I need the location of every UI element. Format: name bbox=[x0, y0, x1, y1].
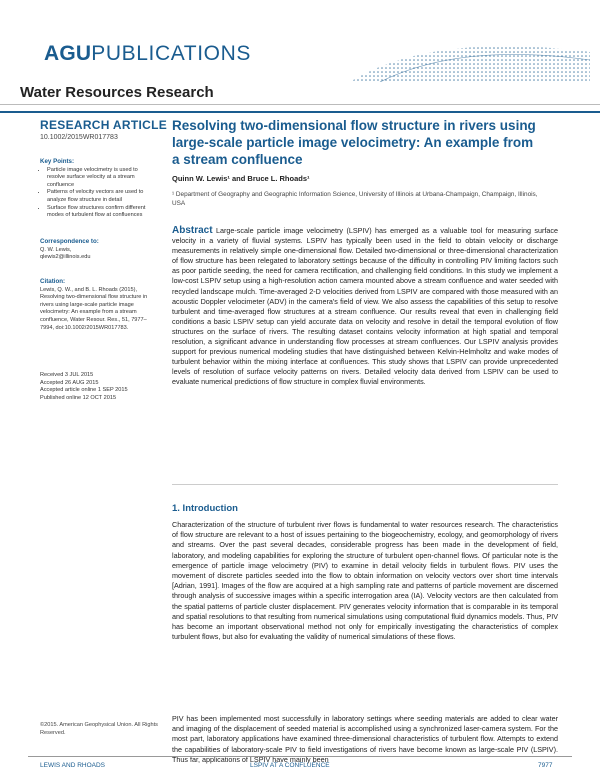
key-points-heading: Key Points: bbox=[40, 158, 75, 165]
authors: Quinn W. Lewis¹ and Bruce L. Rhoads¹ bbox=[172, 174, 310, 183]
correspondence-email[interactable]: qlewis2@illinois.edu bbox=[40, 254, 91, 261]
abstract-label: Abstract bbox=[172, 225, 213, 236]
paragraph: Characterization of the structure of turbulent river flows is fundamental to water resources research. The characteristics of flow structure are relevant to a host of issues pertaining to the biogeochemistry, ecology, and geomorphology of rivers and streams. Over the past several decades, considerable progress has been made in the development of field, laboratory, and modeling capabilities for exploring the structure of turbulent open-channel flows. Of particular note is the emergence of particle image velocimetry (PIV) to examine in detail velocity fields in turbulent flows. PIV uses the movement of discrete particles seeded into the flow to obtain information on velocity vectors over short time intervals [Adrian, 1991]. Images of the flow are acquired at a high sampling rate and patterns of particle movement are discerned through analysis of successive images within a specific interrogation area (IA). Velocity vectors are then calculated from the spatial patterns of particle cluster displacement. PIV generates velocity information that is comparable in its temporal and spatial resolutions to that resulting from numerical simulations using computational fluid dynamics models. Thus, PIV has become an important observational method not only for empirically investigating the characteristics of complex turbulent flows, but also for evaluating the validity of numerical simulations of these flows. bbox=[172, 520, 558, 642]
footer-divider bbox=[28, 756, 572, 757]
logo-publications: PUBLICATIONS bbox=[91, 42, 251, 65]
page-number: 7977 bbox=[538, 762, 553, 769]
footer-authors: LEWIS AND RHOADS bbox=[40, 762, 106, 769]
key-point: • Patterns of velocity vectors are used to analyze flow structure in detail bbox=[47, 189, 152, 204]
citation bbox=[40, 278, 152, 332]
dates bbox=[40, 372, 152, 402]
paragraph: PIV has been implemented most successfully in laboratory settings where seeding materials are added to clear water and imaging of the displacement of seeded material is accomplished using a synchronized laser-camera system. For the most part, laboratory applications have examined three-dimensional characteristics of turbulent flow. Attempts to extend the capabilities of laboratory-scale PIV to field investigations of rivers have become known as large-scale PIV (LSPIV). Thus far, applications of LSPIV have mainly been bbox=[172, 714, 558, 764]
agu-publications-logo bbox=[44, 42, 251, 66]
article-doi: 10.1002/2015WR017783 bbox=[40, 134, 118, 141]
date-received: Received 3 JUL 2015 bbox=[40, 372, 94, 378]
date-accepted: Accepted 26 AUG 2015 bbox=[40, 379, 99, 386]
divider bbox=[0, 104, 600, 105]
date-online: Accepted article online 1 SEP 2015 bbox=[40, 387, 128, 394]
divider bbox=[172, 484, 558, 485]
section-heading: 1. Introduction bbox=[172, 503, 238, 514]
abstract-text: Large-scale particle image velocimetry (LSPIV) has emerged as a valuable tool for measuring surface velocity in a variety of fluvial systems. LSPIV has typically been used in the field to obtain velocity or discharge measurements in relatively simple one-dimensional flow. Detailed two-dimensional or three-dimensional characterization of flow structure has been relegated to laboratory settings because of the difficulty in controlling PIV limiting factors such as poor particle seeding, the need for camera rectification, and challenging field conditions. In this study we implement a low-cost LSPIV setup using a high-resolution action camera mounted above a stream confluence and water seeded with recycled landscape mulch. Time-averaged 2-D velocities derived from LSPIV are compared with those measured with an acoustic Doppler velocimeter (ADV) in the camera's field of view. We also assess the capabilities of this setup to resolve turbulent and time-averaged flow structures at a stream confluence. Our results reveal that even in challenging field conditions a basic LSPIV setup can yield accurate data on velocity and resolve in detail the temporal evolution of flow structures on the surface of rivers. The resulting dataset contains velocity information at high spatial and temporal resolution, a significant advance in understanding flow processes at stream confluences. Our LSPIV analysis provides support for previous numerical modeling studies that have distinguished between Kelvin-Helmholtz and wake modes of turbulent behavior within the mixing interface at confluences. This study shows that LSPIV can provide unprecedented levels of resolution of surface velocity patterns on rivers. Detailed velocity data derived from LSPIV can be used to evaluate numerical predictions of flow structure in complex fluvial environments. bbox=[172, 226, 558, 387]
article-type: RESEARCH ARTICLE bbox=[40, 118, 168, 132]
citation-heading: Citation: bbox=[40, 278, 66, 285]
correspondence-name: Q. W. Lewis, bbox=[40, 246, 72, 253]
date-published: Published online 12 OCT 2015 bbox=[40, 394, 117, 401]
correspondence-heading: Correspondence to: bbox=[40, 238, 99, 245]
key-point: • Particle image velocimetry is used to resolve surface velocity at a stream confluence bbox=[47, 167, 152, 190]
abstract bbox=[172, 226, 558, 388]
correspondence bbox=[40, 238, 152, 262]
article-title: Resolving two-dimensional flow structure in rivers using large-scale particle image velocimetry: An example from a stream confluence bbox=[172, 118, 536, 167]
key-points bbox=[40, 158, 152, 220]
divider bbox=[0, 111, 600, 113]
copyright: ©2015. American Geophysical Union. All Rights Reserved. bbox=[40, 722, 158, 736]
logo-agu: AGU bbox=[44, 42, 92, 65]
journal-title: Water Resources Research bbox=[20, 84, 214, 101]
affiliation: ¹ Department of Geography and Geographic Information Science, University of Illinois at Urbana-Champaign, Champaign, Illinois, USA bbox=[172, 191, 538, 207]
citation-text: Lewis, Q. W., and B. L. Rhoads (2015), Resolving two-dimensional flow structure in rivers using large-scale particle image velocimetry: An example from a stream confluence, Water Resour. Res., 51, 7977–7994, doi:10.1002/2015WR017783. bbox=[40, 286, 148, 331]
globe-graphic bbox=[340, 38, 590, 82]
footer-running-title: LSPIV AT A CONFLUENCE bbox=[250, 762, 330, 769]
key-point: • Surface flow structures confirm different modes of turbulent flow at confluences bbox=[47, 205, 152, 220]
